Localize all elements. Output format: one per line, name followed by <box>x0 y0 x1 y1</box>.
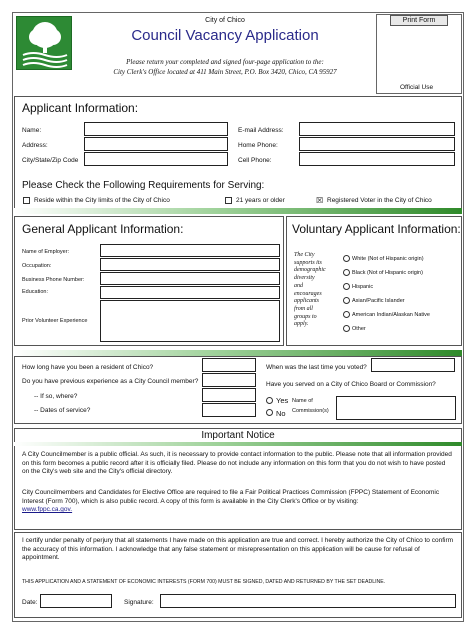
last-voted-field[interactable] <box>371 358 455 372</box>
instructions-line1: Please return your completed and signed four-page application to the: <box>126 58 324 66</box>
notice-para-2: City Councilmembers and Candidates for Elective Office are required to file a Fair Political Practices Commission (FPPC) Statement of Economic Interest (Form 700), which is also public record. A copy of this form is available in the City Clerk's Office or by visiting: <box>22 489 440 505</box>
city-logo <box>16 16 72 70</box>
if-so-where-field[interactable] <box>202 388 256 402</box>
fppc-link[interactable]: www.fppc.ca.gov. <box>22 506 73 513</box>
email-field[interactable] <box>299 122 455 136</box>
education-label: Education: <box>22 289 48 295</box>
note-line: encourages <box>294 290 322 297</box>
city-state-zip-label: City/State/Zip Code <box>22 157 79 164</box>
how-long-label: How long have you been a resident of Chico? <box>22 364 154 371</box>
official-use-box <box>376 14 462 94</box>
black-label: Black (Not of Hispanic origin) <box>352 270 423 276</box>
board-label: Have you served on a City of Chico Board or Commission? <box>266 381 436 388</box>
home-phone-field[interactable] <box>299 137 455 151</box>
reside-label: Reside within the City limits of the City of Chico <box>34 197 170 204</box>
cell-phone-field[interactable] <box>299 152 455 166</box>
tree-icon <box>17 17 73 71</box>
page-title: Council Vacancy Application <box>131 27 319 44</box>
white-radio[interactable] <box>343 255 350 262</box>
signature-field[interactable] <box>160 594 456 608</box>
address-label: Address: <box>22 142 48 149</box>
no-radio[interactable] <box>266 409 273 416</box>
date-label: Date: <box>22 599 38 606</box>
diversity-note <box>294 252 340 329</box>
dates-label: -- Dates of service? <box>34 407 91 414</box>
name-of-label: Name of <box>292 398 313 404</box>
print-form-button[interactable]: Print Form <box>390 15 448 26</box>
note-line: groups to <box>294 313 317 320</box>
note-line: supports its <box>294 259 322 266</box>
notice-heading-bar <box>14 442 462 446</box>
home-phone-label: Home Phone: <box>238 142 278 149</box>
note-line: demographic <box>294 267 326 274</box>
business-phone-label: Business Phone Number: <box>22 277 85 283</box>
voluntary-heading: Voluntary Applicant Information: <box>292 222 461 236</box>
notice-para-1: A City Councilmember is a public official. As such, it is necessary to provide contact information to the public. Please note that all information provided on this form becomes a public record after it is officially filed. Please do not include any information on this form that you do not wish to have posted on the City's web site and the City's official directory. <box>22 451 452 475</box>
american-indian-radio[interactable] <box>343 311 350 318</box>
note-line: apply. <box>294 321 309 328</box>
instructions-line2: City Clerk's Office located at 411 Main Street, P.O. Box 3420, Chico, CA 95927 <box>113 68 337 76</box>
yes-label: Yes <box>276 396 289 405</box>
voter-label: Registered Voter in the City of Chico <box>327 197 432 204</box>
note-line: and <box>294 282 303 289</box>
american-indian-label: American Indian/Alaskan Native <box>352 312 430 318</box>
general-heading: General Applicant Information: <box>22 222 184 236</box>
asian-radio[interactable] <box>343 297 350 304</box>
commission-field[interactable] <box>336 396 456 420</box>
dates-field[interactable] <box>202 403 256 417</box>
other-radio[interactable] <box>343 325 350 332</box>
occupation-field[interactable] <box>100 258 280 271</box>
address-field[interactable] <box>84 137 228 151</box>
notice-heading: Important Notice <box>201 430 275 441</box>
hispanic-radio[interactable] <box>343 283 350 290</box>
name-field[interactable] <box>84 122 228 136</box>
education-field[interactable] <box>100 286 280 299</box>
asian-label: Asian/Pacific Islander <box>352 298 405 304</box>
note-line: diversity <box>294 275 315 282</box>
age-checkbox[interactable] <box>225 197 232 204</box>
deadline-warning: THIS APPLICATION AND A STATEMENT OF ECONOMIC INTERESTS (FORM 700) MUST BE SIGNED, DATED AND RETURNED BY THE SET DEADLINE. <box>22 579 386 585</box>
hispanic-label: Hispanic <box>352 284 374 290</box>
yes-radio[interactable] <box>266 397 273 404</box>
note-line: The City <box>294 252 315 258</box>
certify-text: I certify under penalty of perjury that all statements I have made on this application are true and correct. I hereby authorize the City of Chico to confirm the accuracy of this information. I acknowledge that any false statement or misrepresentation on this application will be cause for refusal of appointment. <box>22 537 454 561</box>
voter-checkbox[interactable]: ☒ <box>316 196 324 205</box>
date-field[interactable] <box>40 594 112 608</box>
note-line: applicants <box>294 298 319 305</box>
no-label: No <box>276 409 286 418</box>
note-line: from all <box>294 305 313 312</box>
commission-label: Commission(s) <box>292 408 329 414</box>
city-state-zip-field[interactable] <box>84 152 228 166</box>
city-name: City of Chico <box>205 17 245 24</box>
requirements-heading: Please Check the Following Requirements for Serving: <box>22 180 265 191</box>
volunteer-label: Prior Volunteer Experience <box>22 318 88 324</box>
if-so-where-label: -- If so, where? <box>34 393 78 400</box>
signature-label: Signature: <box>124 599 154 606</box>
council-experience-field[interactable] <box>202 373 256 387</box>
black-radio[interactable] <box>343 269 350 276</box>
employer-label: Name of Employer: <box>22 249 70 255</box>
occupation-label: Occupation: <box>22 263 52 269</box>
official-use-label: Official Use <box>400 84 434 91</box>
council-experience-label: Do you have previous experience as a City Council member? <box>22 378 199 385</box>
other-label: Other <box>352 326 366 332</box>
cell-phone-label: Cell Phone: <box>238 157 272 164</box>
white-label: White (Not of Hispanic origin) <box>352 256 424 262</box>
how-long-field[interactable] <box>202 358 256 372</box>
age-label: 21 years or older <box>236 197 285 204</box>
email-label: E-mail Address: <box>238 127 284 134</box>
employer-field[interactable] <box>100 244 280 257</box>
green-divider-1 <box>14 208 462 214</box>
name-label: Name: <box>22 127 42 134</box>
last-voted-label: When was the last time you voted? <box>266 364 367 371</box>
volunteer-field[interactable] <box>100 300 280 342</box>
applicant-heading: Applicant Information: <box>22 101 139 115</box>
business-phone-field[interactable] <box>100 272 280 285</box>
reside-checkbox[interactable] <box>23 197 30 204</box>
